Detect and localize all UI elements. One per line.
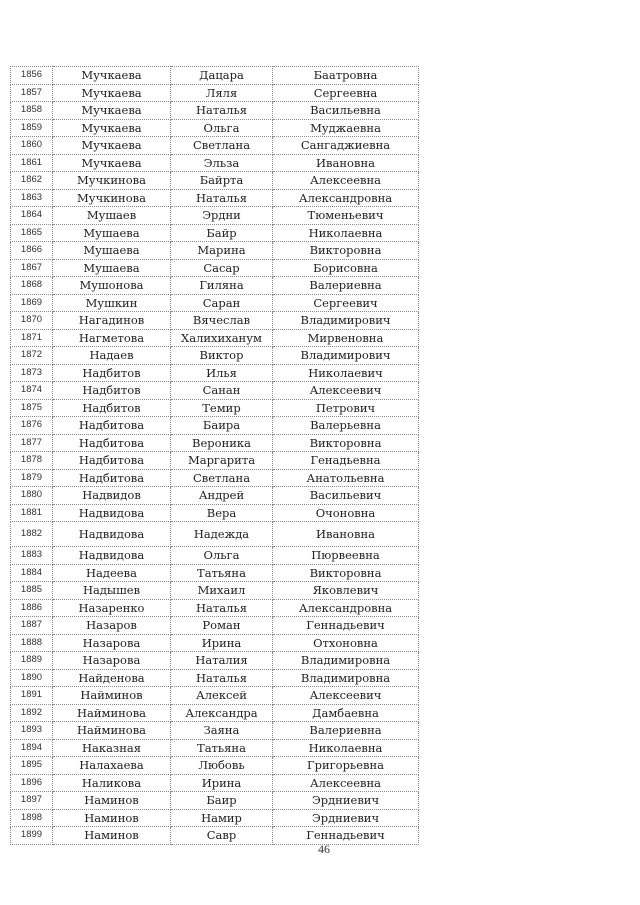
first-name-cell: Гиляна — [171, 277, 273, 295]
table-row — [11, 564, 419, 582]
surname-cell: Мучкаева — [53, 137, 171, 155]
first-name-cell: Татьяна — [171, 564, 273, 582]
row-number-cell: 1893 — [11, 722, 53, 740]
row-number-cell: 1890 — [11, 669, 53, 687]
first-name-cell: Андрей — [171, 487, 273, 505]
patronymic-cell: Ивановна — [273, 522, 419, 547]
surname-cell: Назаренко — [53, 599, 171, 617]
row-number-cell: 1857 — [11, 84, 53, 102]
first-name-cell: Санан — [171, 382, 273, 400]
patronymic-cell: Валерьевна — [273, 417, 419, 435]
table-row — [11, 207, 419, 225]
table-row — [11, 224, 419, 242]
surname-cell: Надбитова — [53, 469, 171, 487]
row-number-cell: 1867 — [11, 259, 53, 277]
first-name-cell: Байрта — [171, 172, 273, 190]
row-number-cell: 1866 — [11, 242, 53, 260]
row-number-cell: 1897 — [11, 792, 53, 810]
surname-cell: Мушаев — [53, 207, 171, 225]
patronymic-cell: Владимировна — [273, 652, 419, 670]
patronymic-cell: Валериевна — [273, 277, 419, 295]
patronymic-cell: Николаевна — [273, 224, 419, 242]
table-row — [11, 687, 419, 705]
row-number-cell: 1896 — [11, 774, 53, 792]
row-number-cell: 1898 — [11, 809, 53, 827]
row-number-cell: 1899 — [11, 827, 53, 845]
row-number-cell: 1886 — [11, 599, 53, 617]
patronymic-cell: Генадьевна — [273, 452, 419, 470]
patronymic-cell: Эрдниевич — [273, 792, 419, 810]
surname-cell: Наказная — [53, 739, 171, 757]
first-name-cell: Марина — [171, 242, 273, 260]
table-row — [11, 259, 419, 277]
page-number: 46 — [318, 842, 330, 856]
table-row — [11, 504, 419, 522]
row-number-cell: 1871 — [11, 329, 53, 347]
first-name-cell: Эльза — [171, 154, 273, 172]
registry-table — [10, 66, 419, 845]
patronymic-cell: Пюрвеевна — [273, 547, 419, 565]
patronymic-cell: Васильевна — [273, 102, 419, 120]
surname-cell: Мучкаева — [53, 119, 171, 137]
table-row — [11, 669, 419, 687]
row-number-cell: 1889 — [11, 652, 53, 670]
patronymic-cell: Муджаевна — [273, 119, 419, 137]
patronymic-cell: Владимирович — [273, 312, 419, 330]
patronymic-cell: Григорьевна — [273, 757, 419, 775]
patronymic-cell: Сергеевич — [273, 294, 419, 312]
table-row — [11, 634, 419, 652]
row-number-cell: 1856 — [11, 67, 53, 85]
table-row — [11, 469, 419, 487]
surname-cell: Мучкаева — [53, 154, 171, 172]
patronymic-cell: Тюменьевич — [273, 207, 419, 225]
patronymic-cell: Николаевна — [273, 739, 419, 757]
patronymic-cell: Викторовна — [273, 434, 419, 452]
table-row — [11, 582, 419, 600]
surname-cell: Надвидова — [53, 504, 171, 522]
patronymic-cell: Васильевич — [273, 487, 419, 505]
patronymic-cell: Александровна — [273, 599, 419, 617]
surname-cell: Надбитова — [53, 417, 171, 435]
surname-cell: Мучкаева — [53, 84, 171, 102]
surname-cell: Надвидов — [53, 487, 171, 505]
row-number-cell: 1865 — [11, 224, 53, 242]
patronymic-cell: Алексеевич — [273, 382, 419, 400]
row-number-cell: 1881 — [11, 504, 53, 522]
surname-cell: Налахаева — [53, 757, 171, 775]
patronymic-cell: Алексеевич — [273, 687, 419, 705]
table-row — [11, 172, 419, 190]
table-row — [11, 722, 419, 740]
first-name-cell: Михаил — [171, 582, 273, 600]
row-number-cell: 1858 — [11, 102, 53, 120]
row-number-cell: 1860 — [11, 137, 53, 155]
patronymic-cell: Викторовна — [273, 242, 419, 260]
surname-cell: Мушаева — [53, 259, 171, 277]
surname-cell: Наликова — [53, 774, 171, 792]
table-row — [11, 792, 419, 810]
patronymic-cell: Петрович — [273, 399, 419, 417]
surname-cell: Наминов — [53, 809, 171, 827]
first-name-cell: Наталья — [171, 102, 273, 120]
first-name-cell: Светлана — [171, 137, 273, 155]
patronymic-cell: Баатровна — [273, 67, 419, 85]
patronymic-cell: Викторовна — [273, 564, 419, 582]
row-number-cell: 1894 — [11, 739, 53, 757]
first-name-cell: Эрдни — [171, 207, 273, 225]
first-name-cell: Маргарита — [171, 452, 273, 470]
first-name-cell: Светлана — [171, 469, 273, 487]
first-name-cell: Виктор — [171, 347, 273, 365]
patronymic-cell: Валериевна — [273, 722, 419, 740]
row-number-cell: 1883 — [11, 547, 53, 565]
table-row — [11, 347, 419, 365]
first-name-cell: Наталья — [171, 669, 273, 687]
row-number-cell: 1869 — [11, 294, 53, 312]
first-name-cell: Саран — [171, 294, 273, 312]
first-name-cell: Ляля — [171, 84, 273, 102]
first-name-cell: Вероника — [171, 434, 273, 452]
surname-cell: Надбитов — [53, 382, 171, 400]
row-number-cell: 1861 — [11, 154, 53, 172]
surname-cell: Надвидова — [53, 547, 171, 565]
patronymic-cell: Мирвеновна — [273, 329, 419, 347]
patronymic-cell: Дамбаевна — [273, 704, 419, 722]
table-row — [11, 382, 419, 400]
row-number-cell: 1873 — [11, 364, 53, 382]
first-name-cell: Заяна — [171, 722, 273, 740]
surname-cell: Надышев — [53, 582, 171, 600]
table-row — [11, 617, 419, 635]
first-name-cell: Наталия — [171, 652, 273, 670]
row-number-cell: 1863 — [11, 189, 53, 207]
surname-cell: Надбитов — [53, 364, 171, 382]
row-number-cell: 1862 — [11, 172, 53, 190]
first-name-cell: Намир — [171, 809, 273, 827]
row-number-cell: 1864 — [11, 207, 53, 225]
surname-cell: Найминов — [53, 687, 171, 705]
table-row — [11, 242, 419, 260]
patronymic-cell: Николаевич — [273, 364, 419, 382]
surname-cell: Мушкин — [53, 294, 171, 312]
patronymic-cell: Ивановна — [273, 154, 419, 172]
first-name-cell: Илья — [171, 364, 273, 382]
first-name-cell: Баир — [171, 792, 273, 810]
table-row — [11, 599, 419, 617]
table-row — [11, 67, 419, 85]
first-name-cell: Любовь — [171, 757, 273, 775]
surname-cell: Надеева — [53, 564, 171, 582]
surname-cell: Мучкинова — [53, 189, 171, 207]
surname-cell: Мучкинова — [53, 172, 171, 190]
first-name-cell: Дацара — [171, 67, 273, 85]
row-number-cell: 1879 — [11, 469, 53, 487]
row-number-cell: 1884 — [11, 564, 53, 582]
table-row — [11, 329, 419, 347]
first-name-cell: Ирина — [171, 634, 273, 652]
row-number-cell: 1877 — [11, 434, 53, 452]
patronymic-cell: Владимировна — [273, 669, 419, 687]
table-row — [11, 119, 419, 137]
patronymic-cell: Очоновна — [273, 504, 419, 522]
table-row — [11, 774, 419, 792]
table-row — [11, 522, 419, 547]
patronymic-cell: Отхоновна — [273, 634, 419, 652]
surname-cell: Наминов — [53, 792, 171, 810]
row-number-cell: 1868 — [11, 277, 53, 295]
first-name-cell: Ольга — [171, 119, 273, 137]
table-row — [11, 102, 419, 120]
surname-cell: Мушаева — [53, 224, 171, 242]
row-number-cell: 1892 — [11, 704, 53, 722]
row-number-cell: 1875 — [11, 399, 53, 417]
first-name-cell: Вячеслав — [171, 312, 273, 330]
surname-cell: Мушаева — [53, 242, 171, 260]
patronymic-cell: Анатольевна — [273, 469, 419, 487]
table-row — [11, 827, 419, 845]
patronymic-cell: Эрдниевич — [273, 809, 419, 827]
first-name-cell: Роман — [171, 617, 273, 635]
first-name-cell: Александра — [171, 704, 273, 722]
row-number-cell: 1872 — [11, 347, 53, 365]
table-row — [11, 487, 419, 505]
first-name-cell: Савр — [171, 827, 273, 845]
row-number-cell: 1888 — [11, 634, 53, 652]
surname-cell: Мушонова — [53, 277, 171, 295]
first-name-cell: Вера — [171, 504, 273, 522]
table-row — [11, 312, 419, 330]
surname-cell: Надаев — [53, 347, 171, 365]
row-number-cell: 1880 — [11, 487, 53, 505]
patronymic-cell: Сангаджиевна — [273, 137, 419, 155]
row-number-cell: 1887 — [11, 617, 53, 635]
first-name-cell: Темир — [171, 399, 273, 417]
surname-cell: Надбитова — [53, 452, 171, 470]
patronymic-cell: Владимирович — [273, 347, 419, 365]
surname-cell: Назарова — [53, 652, 171, 670]
table-row — [11, 704, 419, 722]
table-row — [11, 294, 419, 312]
row-number-cell: 1885 — [11, 582, 53, 600]
surname-cell: Мучкаева — [53, 102, 171, 120]
table-row — [11, 452, 419, 470]
table-row — [11, 154, 419, 172]
surname-cell: Надбитова — [53, 434, 171, 452]
patronymic-cell: Алексеевна — [273, 172, 419, 190]
first-name-cell: Баира — [171, 417, 273, 435]
first-name-cell: Надежда — [171, 522, 273, 547]
table-row — [11, 277, 419, 295]
table-row — [11, 84, 419, 102]
first-name-cell: Байр — [171, 224, 273, 242]
table-row — [11, 399, 419, 417]
surname-cell: Нагадинов — [53, 312, 171, 330]
table-row — [11, 417, 419, 435]
row-number-cell: 1895 — [11, 757, 53, 775]
surname-cell: Надвидова — [53, 522, 171, 547]
table-row — [11, 189, 419, 207]
first-name-cell: Наталья — [171, 599, 273, 617]
surname-cell: Наминов — [53, 827, 171, 845]
surname-cell: Найминова — [53, 704, 171, 722]
table-row — [11, 364, 419, 382]
row-number-cell: 1876 — [11, 417, 53, 435]
surname-cell: Найминова — [53, 722, 171, 740]
surname-cell: Назаров — [53, 617, 171, 635]
table-row — [11, 757, 419, 775]
patronymic-cell: Борисовна — [273, 259, 419, 277]
table-row — [11, 434, 419, 452]
registry-rows — [11, 67, 419, 845]
first-name-cell: Халихиханум — [171, 329, 273, 347]
first-name-cell: Наталья — [171, 189, 273, 207]
table-row — [11, 809, 419, 827]
surname-cell: Назарова — [53, 634, 171, 652]
surname-cell: Найденова — [53, 669, 171, 687]
table-row — [11, 739, 419, 757]
patronymic-cell: Алексеевна — [273, 774, 419, 792]
first-name-cell: Ирина — [171, 774, 273, 792]
row-number-cell: 1882 — [11, 522, 53, 547]
patronymic-cell: Яковлевич — [273, 582, 419, 600]
table-row — [11, 652, 419, 670]
patronymic-cell: Геннадьевич — [273, 827, 419, 845]
row-number-cell: 1859 — [11, 119, 53, 137]
first-name-cell: Татьяна — [171, 739, 273, 757]
surname-cell: Нагметова — [53, 329, 171, 347]
patronymic-cell: Александровна — [273, 189, 419, 207]
table-row — [11, 137, 419, 155]
row-number-cell: 1891 — [11, 687, 53, 705]
row-number-cell: 1874 — [11, 382, 53, 400]
table-row — [11, 547, 419, 565]
row-number-cell: 1878 — [11, 452, 53, 470]
first-name-cell: Ольга — [171, 547, 273, 565]
surname-cell: Надбитов — [53, 399, 171, 417]
patronymic-cell: Геннадьевич — [273, 617, 419, 635]
first-name-cell: Сасар — [171, 259, 273, 277]
patronymic-cell: Сергеевна — [273, 84, 419, 102]
first-name-cell: Алексей — [171, 687, 273, 705]
surname-cell: Мучкаева — [53, 67, 171, 85]
row-number-cell: 1870 — [11, 312, 53, 330]
